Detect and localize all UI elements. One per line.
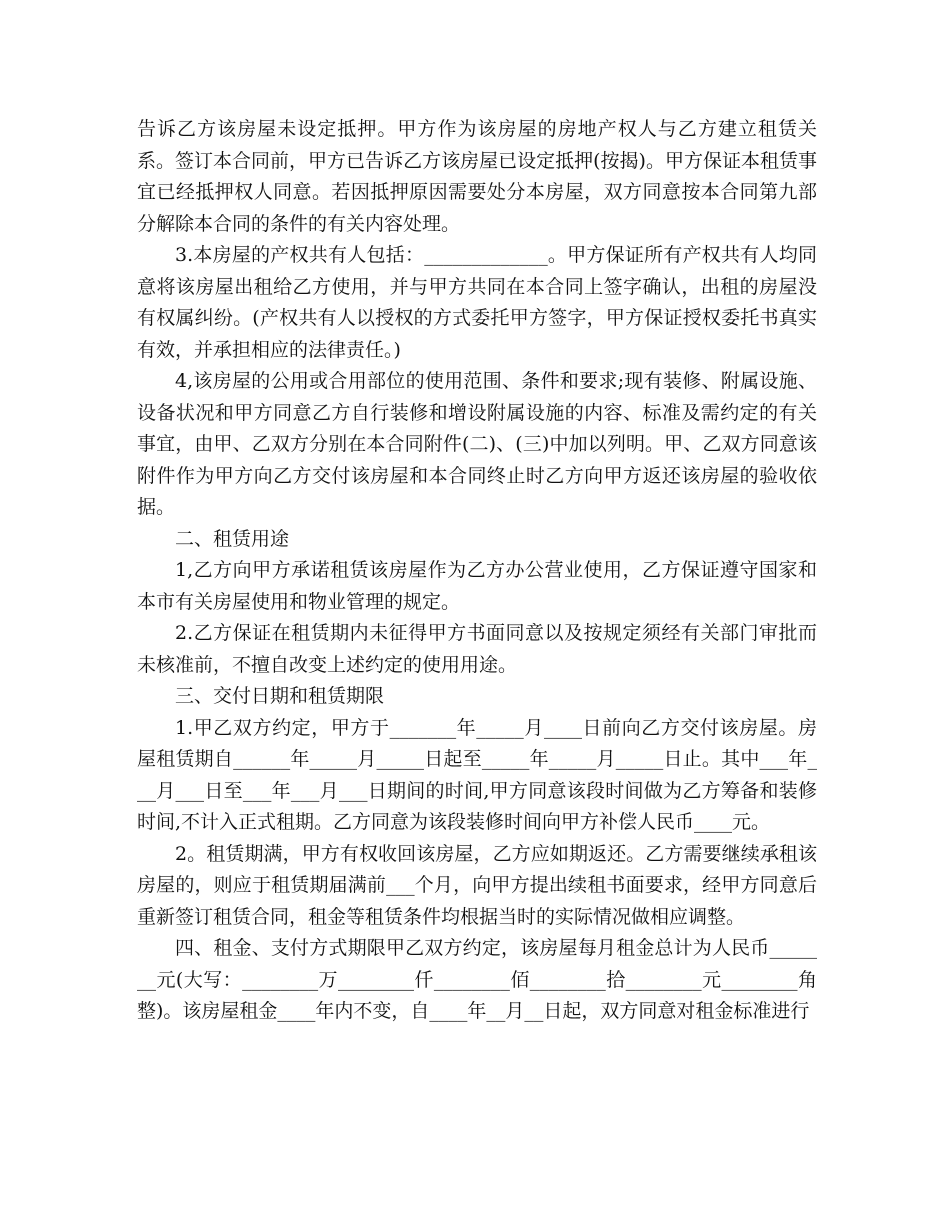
- paragraph-lease-renewal: 2。租赁期满，甲方有权收回该房屋，乙方应如期返还。乙方需要继续承租该房屋的，则应于租赁期届满前___个月，向甲方提出续租书面要求，经甲方同意后重新签订租赁合同，租金等租赁条件均根据当时的实际情况做相应调整。: [137, 842, 817, 928]
- paragraph-mortgage-status: 告诉乙方该房屋未设定抵押。甲方作为该房屋的房地产权人与乙方建立租赁关系。签订本合同前，甲方已告诉乙方该房屋已设定抵押(按揭)。甲方保证本租赁事宜已经抵押权人同意。若因抵押原因需要处分本房屋，双方同意按本合同第九部分解除本合同的条件的有关内容处理。: [137, 118, 817, 235]
- paragraph-delivery-date: 1.甲乙双方约定，甲方于_______年_____月____日前向乙方交付该房屋。房屋租赁期自______年_____月_____日起至_____年_____月_____日止。其中___年___月___日至___年___月___日期间的时间,甲方同意该段时间做为乙方筹备和装修时间,不计入正式租期。乙方同意为该段装修时间向甲方补偿人民币____元。: [137, 716, 817, 833]
- paragraph-co-owners: 3.本房屋的产权共有人包括：_____________。甲方保证所有产权共有人均同意将该房屋出租给乙方使用，并与甲方共同在本合同上签字确认，出租的房屋没有权属纠纷。(产权共有人以授权的方式委托甲方签字，甲方保证授权委托书真实有效，并承担相应的法律责任。): [137, 244, 817, 361]
- section-heading-delivery-and-term: 三、交付日期和租赁期限: [175, 685, 385, 707]
- paragraph-rent-payment: 四、租金、支付方式期限甲乙双方约定，该房屋每月租金总计为人民币_______元(大写：________万________仟________佰________拾________元________角整)。该房屋租金____年内不变，自____年__月__日起，双方同意对租金标准进行: [137, 937, 817, 1022]
- paragraph-no-change-of-use: 2.乙方保证在租赁期内未征得甲方书面同意以及按规定须经有关部门审批而未核准前，不擅自改变上述约定的使用用途。: [137, 622, 817, 676]
- paragraph-shared-areas: 4,该房屋的公用或合用部位的使用范围、条件和要求;现有装修、附属设施、设备状况和甲方同意乙方自行装修和增设附属设施的内容、标准及需约定的有关事宜，由甲、乙双方分别在本合同附件(二)、(三)中加以列明。甲、乙双方同意该附件作为甲方向乙方交付该房屋和本合同终止时乙方向甲方返还该房屋的验收依据。: [137, 370, 817, 518]
- section-heading-lease-purpose: 二、租赁用途: [175, 527, 290, 550]
- paragraph-office-use: 1,乙方向甲方承诺租赁该房屋作为乙方办公营业使用，乙方保证遵守国家和本市有关房屋使用和物业管理的规定。: [137, 559, 817, 613]
- document-body: [137, 114, 817, 1028]
